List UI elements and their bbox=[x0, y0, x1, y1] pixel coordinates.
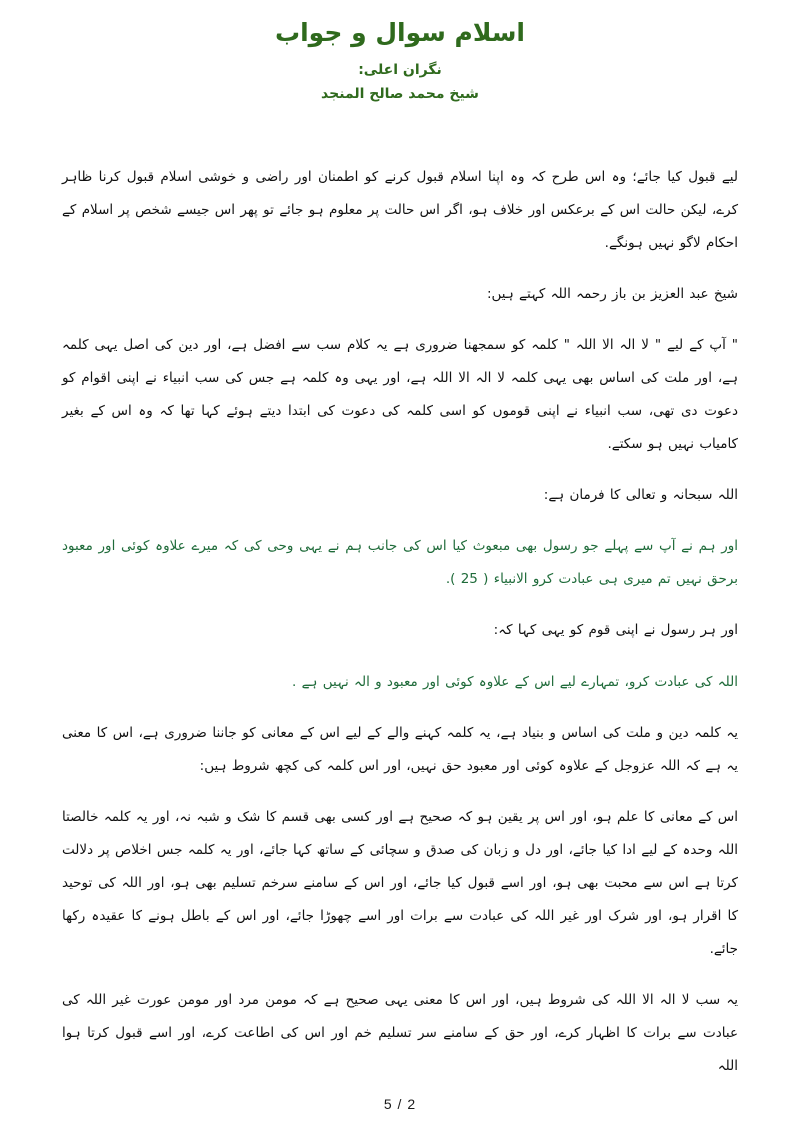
page-number: 5 / 2 bbox=[383, 1096, 417, 1112]
site-title: اسلام سوال و جواب bbox=[274, 18, 525, 47]
document-body bbox=[0, 161, 800, 1083]
quote-messenger-statement: اللہ کی عبادت کرو، تمہارے لیے اس کے علاوہ کوئی اور معبود و الہ نہیں ہے . bbox=[292, 673, 738, 690]
supervisor-name: شیخ محمد صالح المنجد bbox=[321, 85, 479, 102]
document-header bbox=[0, 0, 800, 105]
paragraph-kalima-foundation: یہ کلمہ دین و ملت کی اساس و بنیاد ہے، یہ کلمہ کہنے والے کے لیے اس کے معانی کو جاننا ضروری ہے، اس کا معنی یہ ہے کہ اللہ عزوجل کے علاوہ کوئی اور معبود حق نہیں، اور اس کلمہ کی کچھ شروط ہیں: bbox=[62, 724, 738, 774]
supervisor-label: نگران اعلی: bbox=[358, 61, 442, 78]
attribution-bin-baz: شیخ عبد العزیز بن باز رحمہ اللہ کہتے ہیں: bbox=[486, 285, 738, 302]
quote-bin-baz: " آپ کے لیے " لا الہ الا اللہ " کلمہ کو سمجھنا ضروری ہے یہ کلام سب سے افضل ہے، اور دین کی اصل یہی کلمہ ہے، اور ملت کی اساس بھی یہی کلمہ لا الہ الا اللہ ہے، اور یہی وہ کلمہ ہے جس کی سب انبیاء نے اپنی اقوام کو دعوت دی تھی، سب انبیاء نے اپنی قوموں کو اسی کلمہ کی دعوت کی ابتدا دیتے ہوئے کہا تھا کہ وہ اس کے بغیر کامیاب نہیں ہو سکتے. bbox=[62, 337, 738, 453]
paragraph-final-summary: یہ سب لا الہ الا اللہ کی شروط ہیں، اور اس کا معنی یہی صحیح ہے کہ مومن مرد اور مومن عورت غیر اللہ کی عبادت سے برات کا اظہار کرے، اور حق کے سامنے سر تسلیم خم اور اس کی اطاعت کرے، اور اسے قبول کرتا ہوا اللہ bbox=[62, 992, 738, 1075]
document-footer bbox=[0, 1094, 800, 1113]
quran-verse-anbiya-25: اور ہم نے آپ سے پہلے جو رسول بھی مبعوث کیا اس کی جانب ہم نے یہی وحی کی کہ میرے علاوہ کوئی اور معبود برحق نہیں تم میری ہی عبادت کرو الانبیاء ( 25 ). bbox=[62, 538, 738, 588]
paragraph-kalima-conditions: اس کے معانی کا علم ہو، اور اس پر یقین ہو کہ صحیح ہے اور کسی بھی قسم کا شک و شبہ نہ، اور یہ کلمہ خالصتا اللہ وحدہ کے لیے ادا کیا جائے، اور دل و زبان کی صدق و سچائی کے ساتھ کہا جائے، اور یہ کلمہ جس اخلاص پر دلالت کرتا ہے اس سے محبت بھی ہو، اور اسے قبول کیا جائے، اور اس کے سامنے سرخم تسلیم بھی ہو، اور اللہ کی توحید کا اقرار ہو، اور شرک اور غیر اللہ کی عبادت سے برات اور اسے چھوڑا جائے، اور اس کے باطل ہونے کا عقیدہ رکھا جائے. bbox=[62, 808, 738, 957]
attribution-every-messenger: اور ہر رسول نے اپنی قوم کو یہی کہا کہ: bbox=[493, 622, 738, 639]
paragraph-continuation: لیے قبول کیا جائے؛ وہ اس طرح کہ وہ اپنا اسلام قبول کرنے کو اطمنان اور راضی و خوشی اسلام قبول کرنا ظاہر کرے، لیکن حالت اس کے برعکس اور خلاف ہو، اگر اس حالت پر معلوم ہو جائے تو پھر اس جیسے شخص پر اسلام کے احکام لاگو نہیں ہونگے. bbox=[62, 168, 738, 251]
attribution-allah-statement: اللہ سبحانہ و تعالی کا فرمان ہے: bbox=[543, 487, 738, 504]
